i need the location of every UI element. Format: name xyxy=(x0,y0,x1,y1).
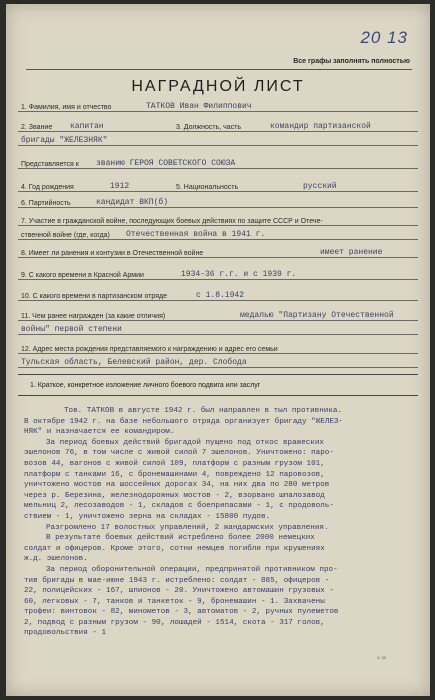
field-value-awards: медалью "Партизану Отечественной xyxy=(240,311,394,320)
field-value-name: ТАТКОВ Иван Филиппович xyxy=(146,102,252,111)
narrative-line: За период оборонительной операции, предпринятой противником про- xyxy=(46,565,338,574)
field-value-war: Отечественная война в 1941 г. xyxy=(126,230,266,239)
field-label-party: 6. Партийность xyxy=(21,200,71,207)
field-row-awards xyxy=(18,307,418,321)
narrative-line: ствием - 1, уничтожено зерна на складах - 15800 пудов. xyxy=(24,512,271,521)
narrative-line: Тов. ТАТКОВ в августе 1942 г. был направлен в тыл противника. xyxy=(64,407,342,415)
narrative-line: через р. Березина, железнодорожных мостов - 2, взорвано шпалозавод xyxy=(24,491,325,500)
field-label-partisan: 10. С какого времени в партизанском отряде xyxy=(21,293,167,300)
narrative-line: возов 44, вагонов с живой силой 109, платформ с разным грузом 101, xyxy=(24,459,325,468)
field-value-army: 1934-36 г.г. и с 1939 г. xyxy=(181,270,297,279)
field-label-war: 7. Участие в гражданской войне, последующих боевых действиях по защите СССР и Отече- xyxy=(21,218,323,225)
narrative-line: 2, подвод с разным грузом - 90, лошадей - 1514, скота - 317 голов, xyxy=(24,618,325,627)
narrative-line: В результате боевых действий истреблено более 2000 немецких xyxy=(46,534,315,543)
field-value-position: командир партизанской xyxy=(270,122,371,131)
narrative-line: эшелонов 76, в том числе с живой силой 7 эшелонов. Уничтожено: паро- xyxy=(24,449,334,458)
field-row-rank xyxy=(18,118,418,132)
field-label-army: 9. С какого времени в Красной Армии xyxy=(21,272,144,279)
field-row-address xyxy=(18,340,418,354)
field-label-position: 3. Должность, часть xyxy=(176,124,242,131)
field-label-name: 1. Фамилия, имя и отчество xyxy=(21,104,112,111)
narrative-line: тив бригады в мае-июне 1943 г. истреблено: солдат - 885, офицеров - xyxy=(24,576,330,585)
field-value-rank: капитан xyxy=(70,122,104,131)
narrative-line: мельниц 2, лесозаводов - 1, складов с боеприпасами - 1, с продоволь- xyxy=(24,502,334,511)
narrative-line: Разгромлено 17 волостных управлений, 2 жандармских управления. xyxy=(46,523,329,532)
field-row-position-cont xyxy=(18,132,418,146)
section-rule-top xyxy=(18,374,418,375)
narrative-line: 60, легковых - 7, танков и танкеток - 9, бронемашин - 1. Захвачены xyxy=(24,597,325,606)
header-note: Все графы заполнять полностью xyxy=(293,58,410,65)
narrative-line: солдат и офицеров. Кроме этого, сотни немцев погибли при крушениях xyxy=(24,544,325,553)
header-rule xyxy=(26,69,412,70)
narrative-line: продовольствия - 1 xyxy=(24,629,107,638)
field-row-army xyxy=(18,266,418,280)
narrative-line: ж.д. эшелонов. xyxy=(24,555,88,564)
narrative-line: трофеи: винтовок - 82, минометов - 3, автоматов - 2, ручных пулеметов xyxy=(24,608,339,617)
field-label-war-cont: ственной войне (где, когда) xyxy=(21,232,110,239)
field-row-presented xyxy=(18,155,418,169)
page-number: 20 13 xyxy=(360,28,408,47)
field-value-awards-cont: войны" первой степени xyxy=(21,325,122,334)
narrative-line: платформ с танками 16, с бронемашинами 4, повреждено 12 паровозов, xyxy=(24,470,325,479)
field-row-war-cont xyxy=(18,226,418,240)
field-value-party: кандидат ВКП(б) xyxy=(96,198,169,207)
field-label-birth-year: 4. Год рождения xyxy=(21,184,74,191)
narrative-line: уничтожено мостов на шоссейных дорогах 34, на них два по 280 метров xyxy=(24,481,330,490)
footer-mark: 3. 30 xyxy=(377,655,386,660)
field-row-partisan xyxy=(18,287,418,301)
field-label-address: 12. Адрес места рождения представляемого к награждению и адрес его семьи xyxy=(21,346,278,353)
field-value-partisan: с 1.8.1942 xyxy=(196,291,245,300)
field-row-birth xyxy=(18,178,418,192)
field-value-position-cont: бригады "ЖЕЛЕЗНЯК" xyxy=(21,136,108,145)
field-row-address-cont xyxy=(18,354,418,368)
field-value-wounds: имеет ранение xyxy=(320,248,383,257)
field-value-birth-year: 1912 xyxy=(110,182,130,191)
field-label-rank: 2. Звание xyxy=(21,124,53,131)
field-label-wounds: 8. Имеет ли ранения и контузии в Отечественной войне xyxy=(21,250,204,257)
narrative-line: За период боевых действий бригадой пущено под откос вражеских xyxy=(46,438,324,447)
document-title: НАГРАДНОЙ ЛИСТ xyxy=(131,78,305,95)
award-sheet xyxy=(6,4,430,696)
narrative-text xyxy=(24,406,414,639)
field-value-nationality: русский xyxy=(303,182,337,191)
field-label-nationality: 5. Национальность xyxy=(176,184,239,191)
field-value-address: Тульская область, Белевский район, дер. Слобода xyxy=(21,358,247,367)
field-label-awards: 11. Чем ранее награжден (за какие отличия) xyxy=(21,313,166,320)
narrative-line: В октябре 1942 г. на базе небольшого отряда организует бригаду "ЖЕЛЕЗ- xyxy=(24,417,343,426)
field-row-wounds xyxy=(18,244,418,258)
section-rule-bottom xyxy=(18,395,418,396)
field-row-name xyxy=(18,98,418,112)
field-row-war xyxy=(18,212,418,226)
field-label-presented: Представляется к xyxy=(21,161,79,168)
field-row-party xyxy=(18,194,418,208)
narrative-line: 22, полицейских - 167, шпионов - 20. Уничтожено автомашин грузовых - xyxy=(24,587,334,596)
section-title: 1. Краткое, конкретное изложение личного боевого подвига или заслуг xyxy=(30,382,261,389)
field-value-presented: званию ГЕРОЯ СОВЕТСКОГО СОЮЗА xyxy=(96,159,236,168)
narrative-line: НЯК" и назначается ее командиром. xyxy=(24,428,175,437)
field-row-awards-cont xyxy=(18,321,418,335)
